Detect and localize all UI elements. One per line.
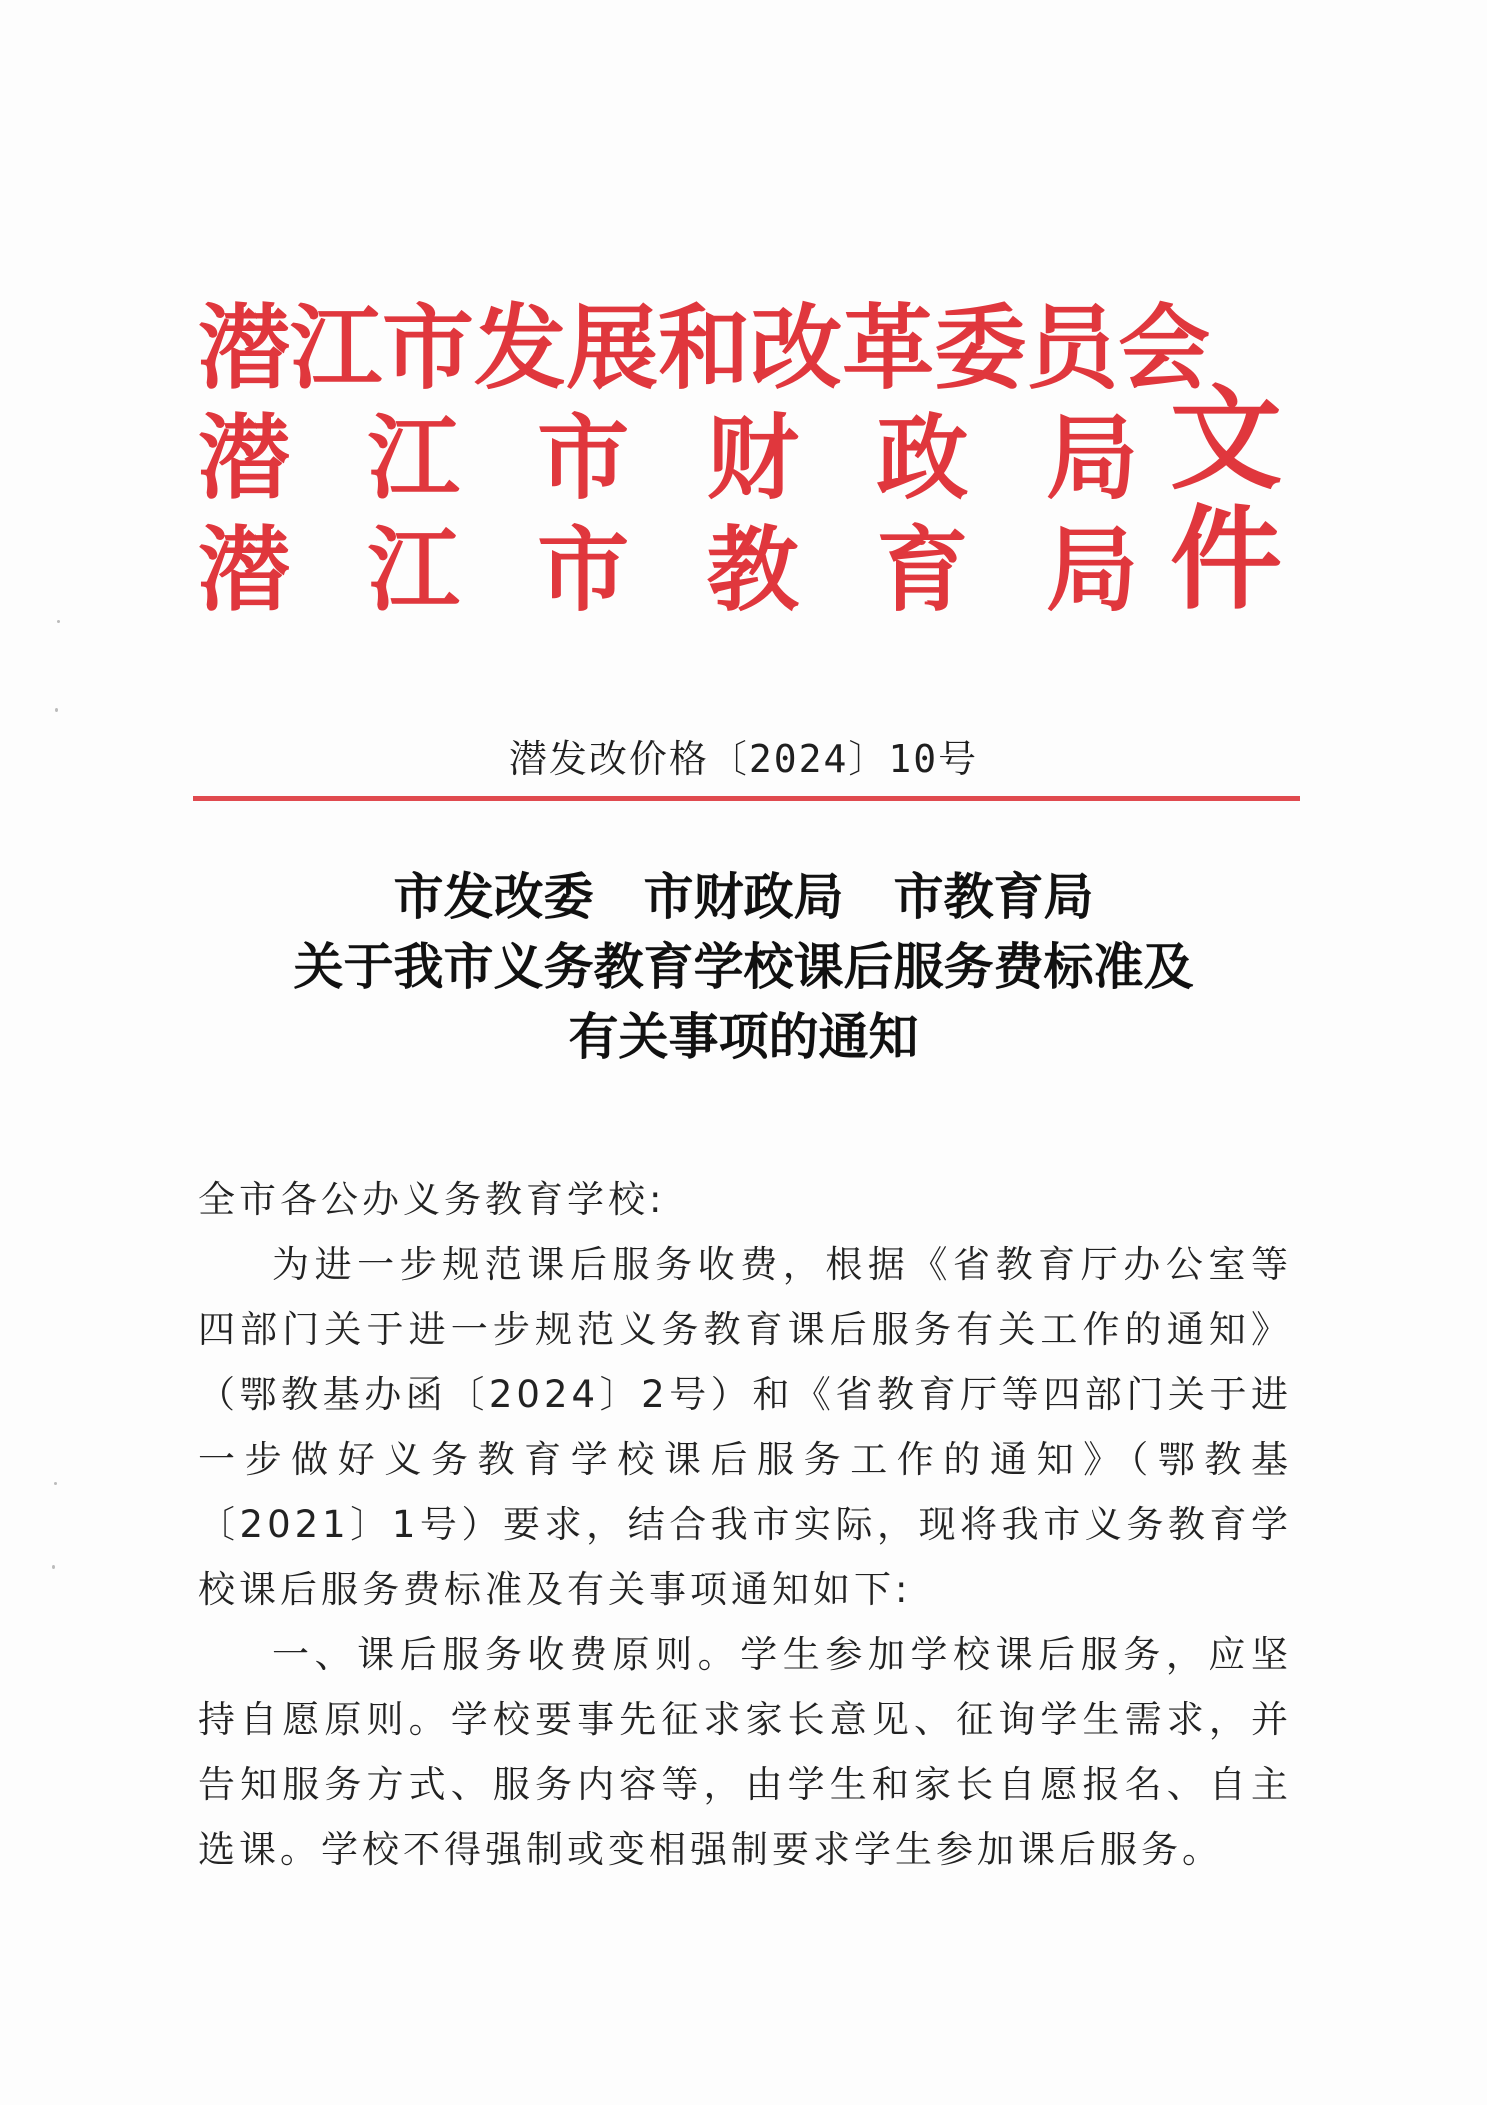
body-paragraph-2: 一、课后服务收费原则。学生参加学校课后服务，应坚持自愿原则。学校要事先征求家长意见、征询学生需求，并告知服务方式、服务内容等，由学生和家长自愿报名、自主选课。学校不得强制或变相强制要求学生参加课后服务。 — [198, 1633, 1292, 1871]
scan-speck — [55, 708, 58, 712]
masthead-char: 潜 — [198, 516, 291, 624]
masthead-char: 江 — [290, 294, 383, 402]
masthead-row-1 — [198, 294, 1211, 402]
masthead-char: 教 — [706, 516, 799, 624]
document-number: 潜发改价格〔2024〕10号 — [508, 737, 979, 781]
red-divider-rule — [193, 796, 1300, 801]
masthead-char: 市 — [537, 516, 630, 624]
scan-speck — [57, 620, 60, 623]
title-line-3: 有关事项的通知 — [568, 1007, 919, 1066]
masthead-char: 展 — [566, 294, 659, 402]
masthead-char: 员 — [1026, 294, 1119, 402]
title-issuer-3: 市教育局 — [893, 867, 1094, 926]
masthead-char: 局 — [1045, 404, 1138, 512]
masthead-char: 改 — [750, 294, 843, 402]
masthead-char: 江 — [367, 516, 460, 624]
document-title — [0, 862, 1487, 1072]
masthead-char: 市 — [382, 294, 475, 402]
title-issuer-2: 市财政局 — [643, 867, 844, 926]
masthead-char: 育 — [876, 516, 969, 624]
addressee: 全市各公办义务教育学校: — [198, 1178, 666, 1221]
masthead-suffix: 文件 — [1170, 374, 1284, 625]
body-paragraph-1: 为进一步规范课后服务收费，根据《省教育厅办公室等四部门关于进一步规范义务教育课后服务有关工作的通知》（鄂教基办函〔2024〕2号）和《省教育厅等四部门关于进一步做好义务教育学校课后服务工作的通知》（鄂教基〔2021〕1号）要求，结合我市实际，现将我市义务教育学校课后服务费标准及有关事项通知如下: — [198, 1243, 1292, 1611]
masthead-char: 和 — [658, 294, 751, 402]
masthead-char: 潜 — [198, 404, 291, 512]
scan-speck — [54, 1482, 57, 1485]
title-issuer-1: 市发改委 — [393, 867, 594, 926]
masthead-row-2 — [198, 404, 1138, 512]
masthead-char: 政 — [876, 404, 969, 512]
masthead-char: 发 — [474, 294, 567, 402]
title-line-1 — [0, 862, 1487, 932]
masthead-char: 市 — [537, 404, 630, 512]
masthead-char: 会 — [1118, 294, 1211, 402]
masthead-char: 财 — [706, 404, 799, 512]
scan-speck — [52, 1565, 55, 1569]
masthead-char: 革 — [842, 294, 935, 402]
masthead-char: 江 — [367, 404, 460, 512]
masthead-char: 潜 — [198, 294, 291, 402]
title-line-2: 关于我市义务教育学校课后服务费标准及 — [293, 937, 1194, 996]
masthead-row-3 — [198, 516, 1138, 624]
masthead — [198, 294, 1338, 638]
document-body — [198, 1168, 1292, 1882]
masthead-char: 委 — [934, 294, 1027, 402]
masthead-char: 局 — [1045, 516, 1138, 624]
